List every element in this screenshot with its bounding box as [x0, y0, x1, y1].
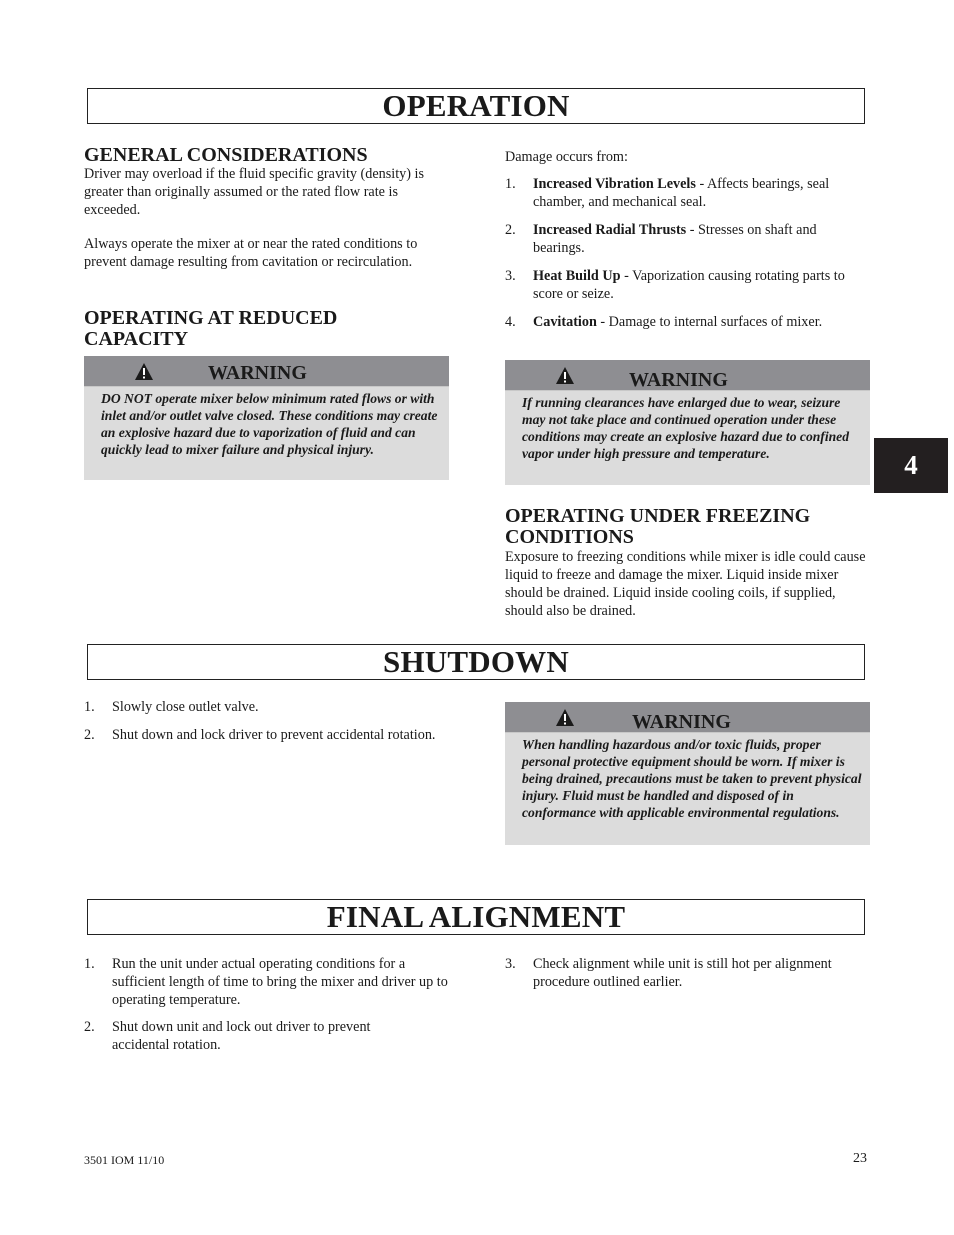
alignment-step: [505, 955, 867, 991]
warning-text: If running clearances have enlarged due to wear, seizure may not take place and continued operation under these conditions may create an explosive hazard due to confined vapor under high pressure and temperature.: [522, 395, 849, 461]
damage-item-desc: - Vaporization causing rotating parts to score or seize.: [533, 268, 845, 302]
damage-item-number: 1.: [505, 176, 516, 192]
damage-item-desc: - Stresses on shaft and bearings.: [533, 222, 817, 256]
shutdown-warning: [505, 702, 870, 845]
alignment-step: [84, 955, 450, 1009]
warning-text: When handling hazardous and/or toxic fluids, proper personal protective equipment should be worn. If mixer is being drained, precautions must be taken to prevent physical injury. Fluid must be handled and disposed of in conformance with applicable environmental regulations.: [522, 737, 862, 820]
damage-item-term: Cavitation: [533, 314, 597, 330]
step-text: Shut down and lock driver to prevent accidental rotation.: [112, 727, 436, 743]
damage-item-desc: - Damage to internal surfaces of mixer.: [596, 314, 823, 330]
warning-header: [505, 702, 870, 733]
warning-triangle-icon: [555, 366, 575, 385]
damage-item: [505, 267, 867, 303]
shutdown-step: [84, 726, 444, 744]
warning-header: [505, 360, 870, 391]
damage-item-term: Increased Vibration Levels: [533, 176, 696, 192]
clearance-warning: [505, 360, 870, 485]
general-considerations-para-1: Driver may overload if the fluid specific gravity (density) is greater than originally assumed or the rated flow rate is exceeded.: [84, 166, 425, 218]
step-number: 1.: [84, 956, 95, 972]
step-text: Slowly close outlet valve.: [112, 699, 259, 715]
damage-item: [505, 313, 823, 331]
page-number: 23: [853, 1151, 867, 1166]
step-number: 3.: [505, 956, 516, 972]
shutdown-title: SHUTDOWN: [87, 644, 865, 680]
freezing-text: Exposure to freezing conditions while mixer is idle could cause liquid to freeze and damage the mixer. Liquid inside mixer should be drained. Liquid inside cooling coils, if supplied, should also be drained.: [505, 549, 866, 619]
damage-item-number: 4.: [505, 314, 516, 330]
warning-label: WARNING: [208, 362, 307, 384]
damage-item: [505, 175, 867, 211]
step-number: 1.: [84, 699, 95, 715]
warning-triangle-icon: [555, 708, 575, 727]
damage-item-term: Increased Radial Thrusts: [533, 222, 687, 238]
alignment-step: [84, 1018, 424, 1054]
step-text: Run the unit under actual operating conditions for a sufficient length of time to bring the mixer and driver up to operating temperature.: [112, 956, 448, 1008]
damage-item-number: 3.: [505, 268, 516, 284]
general-considerations-para-2: Always operate the mixer at or near the rated conditions to prevent damage resulting from cavitation or recirculation.: [84, 236, 418, 270]
warning-label: WARNING: [629, 369, 728, 391]
general-considerations-heading: GENERAL CONSIDERATIONS: [84, 144, 368, 166]
operation-title: OPERATION: [87, 88, 865, 124]
document-id: 3501 IOM 11/10: [84, 1153, 165, 1167]
reduced-capacity-warning: [84, 356, 449, 480]
reduced-capacity-heading: OPERATING AT REDUCED CAPACITY: [84, 307, 338, 350]
warning-header: [84, 356, 449, 387]
warning-text: DO NOT operate mixer below minimum rated flows or with inlet and/or outlet valve closed. These conditions may create an explosive hazard due to vaporization of fluid and can quickly lead to mixer failure and physical injury.: [101, 391, 438, 457]
damage-item-number: 2.: [505, 222, 516, 238]
damage-item-term: Heat Build Up: [533, 268, 621, 284]
damage-intro: Damage occurs from:: [505, 149, 628, 165]
shutdown-step: [84, 698, 444, 716]
final-alignment-title: FINAL ALIGNMENT: [87, 899, 865, 935]
warning-triangle-icon: [134, 362, 154, 381]
warning-label: WARNING: [632, 711, 731, 733]
damage-item-desc: - Affects bearings, seal chamber, and mechanical seal.: [533, 176, 830, 210]
damage-item: [505, 221, 867, 257]
step-text: Shut down unit and lock out driver to prevent accidental rotation.: [112, 1019, 371, 1053]
step-number: 2.: [84, 1019, 95, 1035]
freezing-heading: OPERATING UNDER FREEZING CONDITIONS: [505, 505, 811, 548]
step-text: Check alignment while unit is still hot per alignment procedure outlined earlier.: [533, 956, 832, 990]
step-number: 2.: [84, 727, 95, 743]
chapter-tab: 4: [874, 438, 948, 493]
